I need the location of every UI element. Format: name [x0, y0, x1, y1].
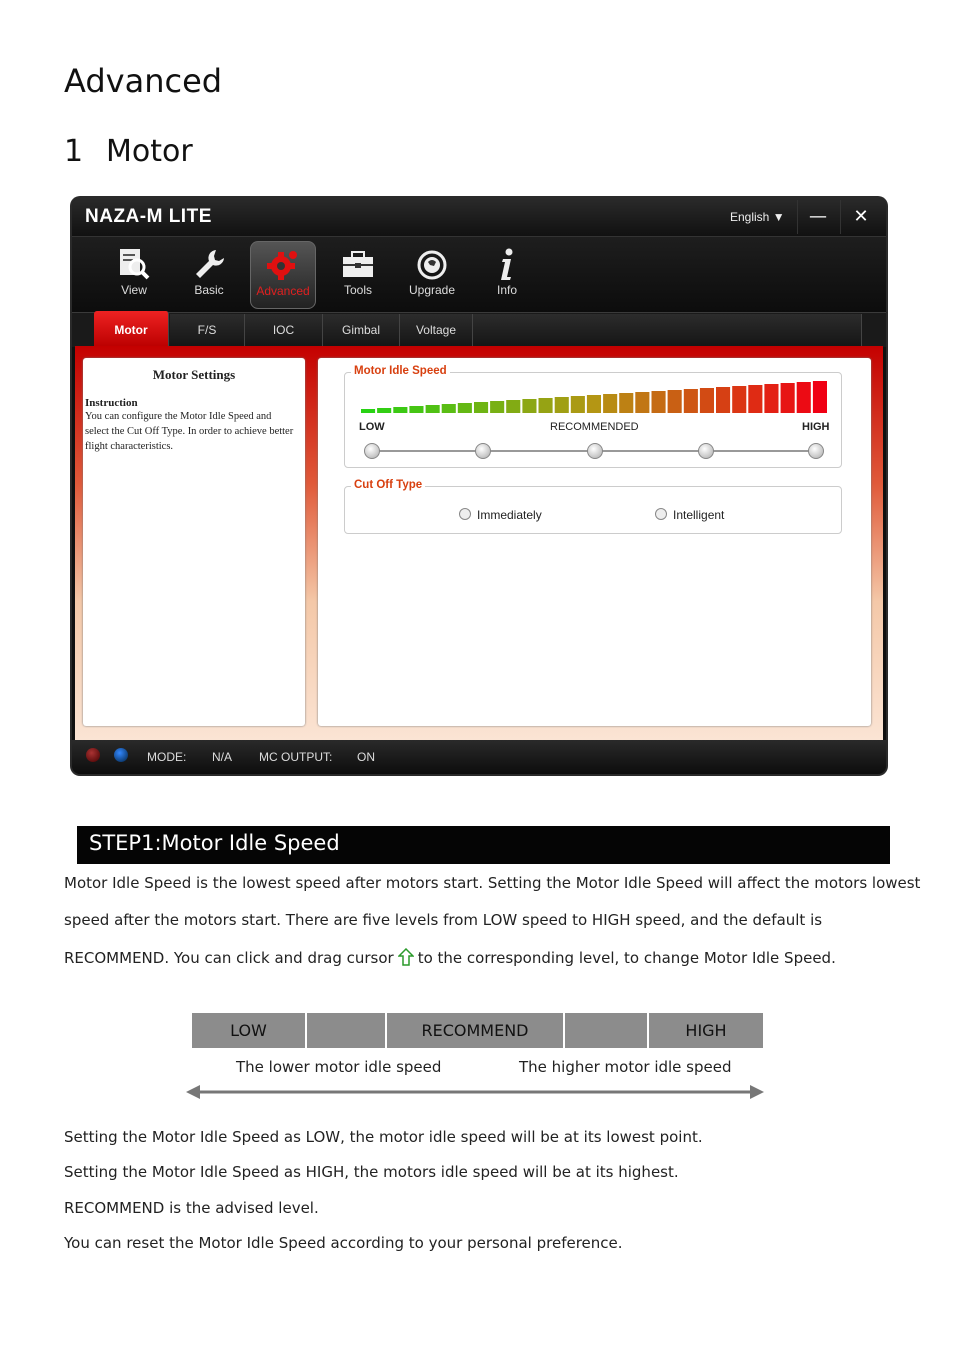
toolbar-label: Upgrade — [408, 283, 456, 297]
step-title: STEP1:Motor Idle Speed — [89, 831, 340, 855]
idle-speed-bar — [539, 398, 553, 413]
paragraph-line: Motor Idle Speed is the lowest speed after motors start. Setting the Motor Idle Speed will affect the motors lowest — [64, 874, 921, 892]
idle-speed-bar — [426, 405, 440, 413]
language-value: English — [730, 210, 770, 224]
step-heading-bar — [77, 826, 890, 864]
blue-led-icon — [114, 748, 128, 762]
idle-speed-bar — [393, 407, 407, 413]
idle-speed-bar — [813, 381, 827, 413]
toolbar-label: Tools — [343, 283, 372, 297]
idle-speed-bar — [635, 392, 649, 413]
instruction-panel — [83, 358, 305, 726]
toolbar-label: Info — [496, 283, 517, 297]
section-heading — [64, 134, 193, 169]
idle-speed-bar — [361, 409, 375, 413]
tab-motor[interactable]: Motor — [94, 311, 169, 347]
toolbar-tools[interactable] — [326, 241, 390, 307]
toolbar-advanced[interactable] — [250, 241, 316, 309]
note-line: RECOMMEND is the advised level. — [64, 1199, 319, 1217]
mode-value: N/A — [212, 750, 233, 764]
radio-button-icon — [655, 508, 667, 520]
idle-speed-bar — [748, 385, 762, 413]
sub-tab-bar — [72, 312, 886, 347]
tab-fs[interactable]: F/S — [170, 314, 245, 347]
idle-speed-bar — [409, 406, 423, 413]
idle-speed-bar — [716, 387, 730, 413]
idle-speed-bar — [764, 384, 778, 413]
idle-speed-bar — [668, 390, 682, 413]
tab-ioc[interactable]: IOC — [245, 314, 323, 347]
level-high-label: HIGH — [802, 421, 830, 433]
status-bar — [72, 740, 886, 774]
section-title: Motor — [106, 134, 193, 169]
idle-speed-legend: Motor Idle Speed — [351, 365, 450, 377]
idle-speed-bar — [781, 383, 795, 413]
idle-speed-bar — [652, 391, 666, 413]
toolbar-info[interactable] — [475, 241, 539, 307]
higher-speed-label: The higher motor idle speed — [519, 1058, 732, 1076]
toolbar-upgrade[interactable] — [400, 241, 464, 307]
tab-gimbal[interactable]: Gimbal — [323, 314, 400, 347]
toolbox-icon — [326, 245, 390, 283]
radio-button-icon — [459, 508, 471, 520]
idle-speed-bar — [571, 396, 585, 413]
note-line: Setting the Motor Idle Speed as LOW, the motor idle speed will be at its lowest point. — [64, 1128, 703, 1146]
idle-speed-bar — [603, 394, 617, 413]
output-label: MC OUTPUT: — [259, 750, 333, 764]
idle-speed-bar — [700, 388, 714, 413]
idle-speed-bar — [522, 399, 536, 413]
idle-speed-bar — [587, 395, 601, 413]
slider-stop-low[interactable] — [364, 443, 380, 459]
view-icon — [102, 245, 166, 283]
instruction-heading: Instruction — [85, 397, 138, 409]
slider-stop-recommended[interactable] — [587, 443, 603, 459]
paragraph-line: speed after the motors start. There are five levels from LOW speed to HIGH speed, and the default is — [64, 911, 823, 929]
slider-stop-4[interactable] — [698, 443, 714, 459]
tab-spacer — [473, 314, 862, 347]
note-line: You can reset the Motor Idle Speed according to your personal preference. — [64, 1234, 623, 1252]
page-heading: Advanced — [64, 62, 223, 100]
settings-panel — [318, 358, 871, 726]
level-cell-recommend: RECOMMEND — [387, 1013, 565, 1048]
minimize-button[interactable]: — — [797, 200, 838, 234]
cursor-icon — [398, 948, 414, 966]
toolbar-label: View — [121, 283, 147, 297]
wrench-icon — [177, 245, 241, 283]
idle-speed-bar — [684, 389, 698, 413]
level-cell-2 — [307, 1013, 387, 1048]
main-toolbar — [72, 236, 886, 313]
mode-label: MODE: — [147, 750, 187, 764]
radio-intelligent[interactable] — [655, 508, 724, 522]
idle-speed-bar-meter — [361, 381, 827, 413]
radio-label: Immediately — [477, 508, 542, 522]
idle-speed-bar — [797, 382, 811, 413]
title-bar — [72, 198, 886, 236]
app-title: NAZA-M LITE — [85, 206, 212, 227]
level-recommended-label: RECOMMENDED — [550, 421, 639, 433]
level-cell-4 — [565, 1013, 649, 1048]
gear-icon — [251, 246, 315, 284]
slider-stop-high[interactable] — [808, 443, 824, 459]
double-arrow-icon — [184, 1082, 766, 1102]
radio-label: Intelligent — [673, 508, 725, 522]
idle-speed-bar — [458, 403, 472, 413]
upgrade-icon — [400, 245, 464, 283]
idle-speed-bar — [555, 397, 569, 413]
info-icon — [475, 245, 539, 283]
idle-speed-bar — [377, 408, 391, 413]
paragraph-text: to the corresponding level, to change Motor Idle Speed. — [417, 949, 836, 967]
level-cell-low: LOW — [192, 1013, 307, 1048]
toolbar-view[interactable] — [102, 241, 166, 307]
idle-speed-group — [344, 365, 842, 468]
idle-speed-bar — [490, 401, 504, 413]
level-cell-high: HIGH — [649, 1013, 763, 1048]
language-select[interactable] — [730, 210, 785, 224]
toolbar-label: Basic — [194, 283, 224, 297]
tab-voltage[interactable]: Voltage — [400, 314, 473, 347]
radio-immediately[interactable] — [459, 508, 542, 522]
lower-speed-label: The lower motor idle speed — [236, 1058, 442, 1076]
chevron-down-icon: ▼ — [772, 210, 785, 224]
toolbar-basic[interactable] — [177, 241, 241, 307]
close-button[interactable]: ✕ — [840, 200, 881, 234]
section-number: 1 — [64, 134, 84, 169]
slider-stop-2[interactable] — [475, 443, 491, 459]
idle-speed-bar — [474, 402, 488, 413]
cutoff-legend: Cut Off Type — [351, 479, 425, 491]
idle-speed-bar — [619, 393, 633, 413]
idle-speed-bar — [732, 386, 746, 413]
cutoff-group — [344, 479, 842, 534]
idle-speed-bar — [506, 400, 520, 413]
paragraph-line — [64, 948, 836, 967]
red-led-icon — [86, 748, 100, 762]
idle-speed-bar — [442, 404, 456, 413]
app-window — [72, 198, 886, 774]
output-value: ON — [357, 750, 375, 764]
level-low-label: LOW — [359, 421, 385, 433]
content-area — [75, 346, 883, 740]
instruction-text: You can configure the Motor Idle Speed and select the Cut Off Type. In order to achieve better flight characteristics. — [85, 411, 294, 452]
toolbar-label: Advanced — [256, 284, 310, 298]
note-line: Setting the Motor Idle Speed as HIGH, the motors idle speed will be at its highest. — [64, 1163, 679, 1181]
panel-title: Motor Settings — [152, 367, 236, 382]
paragraph-text: RECOMMEND. You can click and drag cursor — [64, 949, 394, 967]
